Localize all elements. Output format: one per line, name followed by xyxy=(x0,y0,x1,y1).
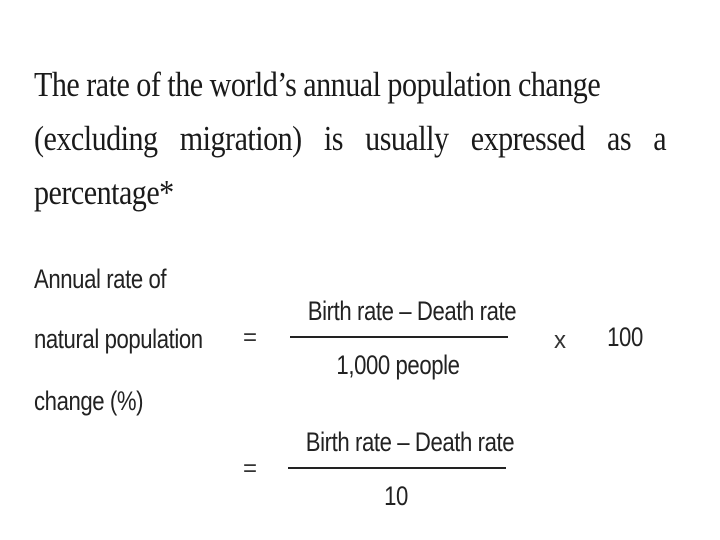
multiplier-value: 100 xyxy=(607,322,643,352)
second-fraction-bar xyxy=(288,467,506,469)
formula-label-line-2: natural population xyxy=(34,324,203,354)
second-fraction-numerator: Birth rate – Death rate xyxy=(305,427,515,457)
formula-label-line-3: change (%) xyxy=(34,386,144,416)
heading-line-2: (excluding migration) is usually expressed as a xyxy=(34,119,667,158)
multiply-sign: x xyxy=(554,327,566,354)
formula-label-line-1: Annual rate of xyxy=(34,264,167,294)
first-fraction-bar xyxy=(290,336,508,338)
first-equals-sign: = xyxy=(243,324,258,351)
heading-line-1: The rate of the world’s annual population change xyxy=(34,65,601,104)
heading-line-3: percentage* xyxy=(34,173,174,212)
first-fraction-numerator: Birth rate – Death rate xyxy=(307,296,517,326)
second-fraction-denominator: 10 xyxy=(384,481,408,511)
first-fraction-denominator: 1,000 people xyxy=(336,350,460,380)
slide-heading xyxy=(34,58,666,220)
second-equals-sign: = xyxy=(243,455,258,482)
